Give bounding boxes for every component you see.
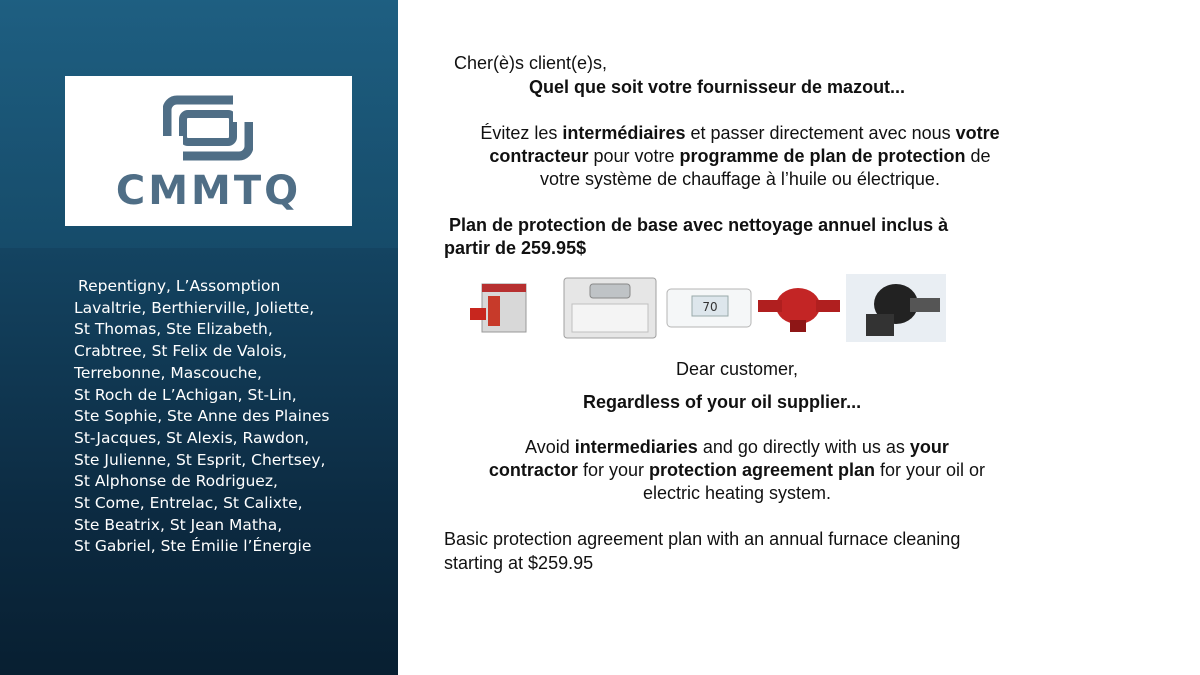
logo-card bbox=[65, 76, 352, 226]
logo-text: CMMTQ bbox=[115, 168, 302, 214]
town-line: Ste Beatrix, St Jean Matha, bbox=[74, 515, 283, 534]
en-paragraph-line2 bbox=[427, 459, 1047, 482]
en-headline-text: Regardless of your oil supplier... bbox=[583, 392, 862, 412]
cmmtq-logo-icon bbox=[163, 92, 253, 162]
thermostat-reading: 70 bbox=[702, 300, 718, 314]
en-plan-line2: starting at $259.95 bbox=[444, 553, 594, 573]
fr-text: Évitez les bbox=[480, 123, 563, 143]
town-line: St-Jacques, St Alexis, Rawdon, bbox=[74, 428, 310, 447]
left-panel bbox=[0, 0, 398, 675]
en-plan-line1: Basic protection agreement plan with an annual furnace cleaning bbox=[444, 529, 961, 549]
town-line: Ste Julienne, St Esprit, Chertsey, bbox=[74, 450, 326, 469]
fr-bold: intermédiaires bbox=[562, 123, 686, 143]
town-line: St Come, Entrelac, St Calixte, bbox=[74, 494, 303, 513]
town-line: St Gabriel, Ste Émilie l’Énergie bbox=[74, 537, 312, 556]
en-headline bbox=[583, 391, 861, 414]
fr-bold: programme de plan de protection bbox=[679, 146, 966, 166]
town-line: Lavaltrie, Berthierville, Joliette, bbox=[74, 298, 315, 317]
fr-paragraph-line3: votre système de chauffage à l’huile ou électrique. bbox=[540, 169, 940, 189]
town-line: Terrebonne, Mascouche, bbox=[74, 363, 262, 382]
town-line: Ste Sophie, Ste Anne des Plaines bbox=[74, 407, 330, 426]
fr-greeting: Cher(è)s client(e)s, bbox=[454, 53, 608, 73]
fr-bold: contracteur bbox=[489, 146, 589, 166]
en-paragraph-line3: electric heating system. bbox=[642, 483, 832, 503]
en-text: for your oil or bbox=[875, 460, 986, 480]
town-line: St Roch de L’Achigan, St-Lin, bbox=[74, 385, 297, 404]
fr-paragraph bbox=[430, 122, 1050, 191]
fr-text: pour votre bbox=[588, 146, 680, 166]
en-text: and go directly with us as bbox=[697, 437, 910, 457]
en-text: for your bbox=[577, 460, 649, 480]
fr-text: de bbox=[965, 146, 991, 166]
air-handler-image bbox=[562, 276, 658, 340]
fr-paragraph-line2 bbox=[430, 145, 1050, 168]
town-line: Crabtree, St Felix de Valois, bbox=[74, 342, 288, 361]
en-bold: your bbox=[909, 437, 949, 457]
circulator-pump-image bbox=[758, 284, 840, 334]
oil-furnace-image bbox=[468, 282, 530, 334]
fr-bold: votre bbox=[955, 123, 1000, 143]
en-bold: intermediaries bbox=[574, 437, 698, 457]
en-bold: contractor bbox=[488, 460, 578, 480]
fr-headline-text: Quel que soit votre fournisseur de mazout... bbox=[529, 77, 906, 97]
fr-plan-line1-text: Plan de protection de base avec nettoyage annuel inclus à bbox=[449, 215, 949, 235]
en-paragraph-line1 bbox=[427, 436, 1047, 459]
product-images bbox=[468, 274, 948, 344]
en-text: Avoid bbox=[525, 437, 575, 457]
en-bold: protection agreement plan bbox=[648, 460, 876, 480]
fr-plan-line2-text: partir de 259.95$ bbox=[444, 238, 587, 258]
en-greeting: Dear customer, bbox=[676, 359, 799, 379]
fr-text: et passer directement avec nous bbox=[685, 123, 956, 143]
fr-plan-line1 bbox=[449, 214, 948, 237]
town-line: St Alphonse de Rodriguez, bbox=[74, 472, 278, 491]
town-line: Repentigny, L’Assomption bbox=[78, 277, 281, 295]
fr-paragraph-line1 bbox=[430, 122, 1050, 145]
town-line: St Thomas, Ste Elizabeth, bbox=[74, 320, 273, 339]
towns-list bbox=[74, 276, 394, 558]
thermostat-image bbox=[666, 288, 752, 328]
en-paragraph bbox=[427, 436, 1047, 505]
oil-burner-image bbox=[846, 274, 946, 342]
fr-headline bbox=[529, 76, 905, 99]
fr-plan-line2 bbox=[444, 237, 586, 260]
